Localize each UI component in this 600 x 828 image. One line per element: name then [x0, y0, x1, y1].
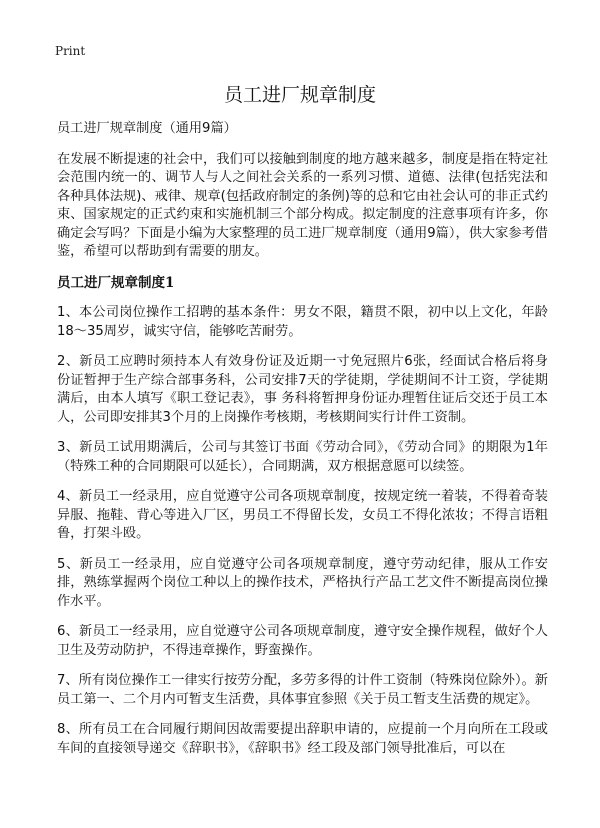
rule-item-5: 5、新员工一经录用，应自觉遵守公司各项规章制度，遵守劳动纪律，服从工作安排，熟练掌握两个岗位工种以上的操作技术，严格执行产品工艺文件不断提高岗位操作水平。 [57, 556, 548, 609]
rule-item-4: 4、新员工一经录用，应自觉遵守公司各项规章制度，按规定统一着装，不得着奇装异服、拖鞋、背心等进入厂区，男员工不得留长发，女员工不得化浓妆；不得言语粗鲁，打架斗殴。 [57, 489, 548, 541]
rule-item-6: 6、新员工一经录用，应自觉遵守公司各项规章制度，遵守安全操作规程，做好个人卫生及劳动防护，不得违章操作，野蛮操作。 [57, 624, 548, 658]
rule-item-2: 2、新员工应聘时须持本人有效身份证及近期一寸免冠照片6张，经面试合格后将身份证暂押于生产综合部事务科，公司安排7天的学徒期，学徒期间不计工资，学徒期满后，由本人填写《职工登记表》，事 务科将暂押身份证办理暂住证后交还于员工本人，公司即安排其3个月的上岗操作考核期，考核期间实行计件工资制。 [57, 354, 548, 425]
document-title: 员工进厂规章制度 [223, 84, 376, 106]
document-subtitle: 员工进厂规章制度（通用9篇） [57, 121, 237, 136]
rule-item-3: 3、新员工试用期满后，公司与其签订书面《劳动合同》，《劳动合同》的期限为1年（特殊工种的合同期限可以延长），合同期满，双方根据意愿可以续签。 [57, 440, 548, 474]
section-heading: 员工进厂规章制度1 [57, 274, 175, 291]
rule-item-1: 1、本公司岗位操作工招聘的基本条件：男女不限，籍贯不限，初中以上文化，年龄18～35周岁，诚实守信，能够吃苦耐劳。 [57, 305, 548, 339]
print-link[interactable]: Print [55, 44, 86, 58]
document-body [57, 120, 548, 770]
rule-item-8: 8、所有员工在合同履行期间因故需要提出辞职申请的，应提前一个月向所在工段或车间的直接领导递交《辞职书》，《辞职书》经工段及部门领导批准后，可以在 [57, 722, 548, 756]
rule-item-7: 7、所有岗位操作工一律实行按劳分配，多劳多得的计件工资制（特殊岗位除外）。新员工第一、二个月内可暂支生活费，具体事宜参照《关于员工暂支生活费的规定》。 [57, 673, 548, 707]
intro-paragraph: 在发展不断提速的社会中，我们可以接触到制度的地方越来越多，制度是指在特定社会范围内统一的、调节人与人之间社会关系的一系列习惯、道德、法律(包括宪法和各种具体法规)、戒律、规章(包括政府制定的条例)等的总和它由社会认可的非正式约束、国家规定的正式约束和实施机制三个部分构成。拟定制度的注意事项有许多，你确定会写吗？下面是小编为大家整理的员工进厂规章制度（通用9篇），供大家参考借鉴，希望可以帮助到有需要的朋友。 [57, 151, 548, 259]
